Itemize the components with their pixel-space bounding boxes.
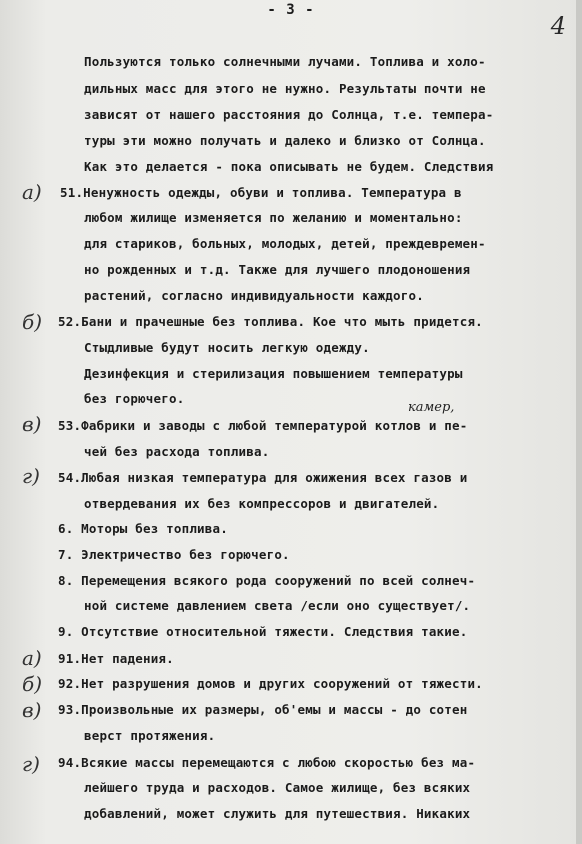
margin-note: а): [22, 646, 42, 670]
text-line: дильных масс для этого не нужно. Результаты почти не: [84, 81, 486, 96]
text-line: Пользуются только солнечными лучами. Топлива и холо-: [84, 54, 486, 69]
margin-note: б): [22, 672, 43, 696]
text-line: 94.Всякие массы перемещаются с любою скоростью без ма-: [58, 755, 476, 770]
text-line: 51.Ненужность одежды, обуви и топлива. Температура в: [60, 185, 462, 200]
text-line: 93.Произвольные их размеры, об'емы и массы - до сотен: [58, 702, 468, 717]
text-line: Как это делается - пока описывать не будем. Следствия: [84, 159, 494, 174]
text-line: Стыдливые будут носить легкую одежду.: [84, 340, 370, 355]
text-line: 91.Нет падения.: [58, 651, 174, 666]
margin-note: б): [22, 310, 43, 334]
margin-note: г): [22, 464, 40, 488]
text-line: верст протяжения.: [84, 728, 216, 743]
margin-note: г): [22, 752, 40, 776]
text-line: добавлений, может служить для путешествия. Никаких: [84, 806, 471, 821]
margin-note: а): [22, 180, 42, 204]
text-line: 92.Нет разрушения домов и других сооружений от тяжести.: [58, 676, 483, 691]
text-line: 53.Фабрики и заводы с любой температурой котлов и пе-: [58, 418, 468, 433]
text-line: лейшего труда и расходов. Самое жилище, без всяких: [84, 780, 471, 795]
text-line: без горючего.: [84, 391, 185, 406]
text-line: для стариков, больных, молодых, детей, преждевремен-: [84, 236, 486, 251]
text-line: Дезинфекция и стерилизация повышением температуры: [84, 366, 463, 381]
page-number: - 3 -: [267, 2, 315, 18]
text-line: 7. Электричество без горючего.: [58, 547, 290, 562]
text-line: чей без расхода топлива.: [84, 444, 270, 459]
text-line: 54.Любая низкая температура для ожижения всех газов и: [58, 470, 468, 485]
text-line: растений, согласно индивидуальности каждого.: [84, 288, 424, 303]
text-line: любом жилище изменяется по желанию и моментально:: [84, 210, 463, 225]
page-edge-shadow: [576, 0, 582, 844]
text-line: 9. Отсутствие относительной тяжести. Следствия такие.: [58, 624, 468, 639]
text-line: 8. Перемещения всякого рода сооружений по всей солнеч-: [58, 573, 476, 588]
margin-note: в): [22, 698, 42, 722]
handwritten-page-mark: 4: [550, 12, 566, 40]
text-line: ной системе давлением света /если оно существует/.: [84, 598, 471, 613]
margin-note: в): [22, 412, 42, 436]
text-line: 52.Бани и прачешные без топлива. Кое что мыть придется.: [58, 314, 483, 329]
interlinear-correction: камер,: [408, 400, 455, 415]
text-line: отвердевания их без компрессоров и двигателей.: [84, 496, 440, 511]
text-line: но рожденных и т.д. Также для лучшего плодоношения: [84, 262, 471, 277]
text-line: зависят от нашего расстояния до Солнца, т.е. темпера-: [84, 107, 494, 122]
text-line: туры эти можно получать и далеко и близко от Солнца.: [84, 133, 486, 148]
text-line: 6. Моторы без топлива.: [58, 521, 228, 536]
